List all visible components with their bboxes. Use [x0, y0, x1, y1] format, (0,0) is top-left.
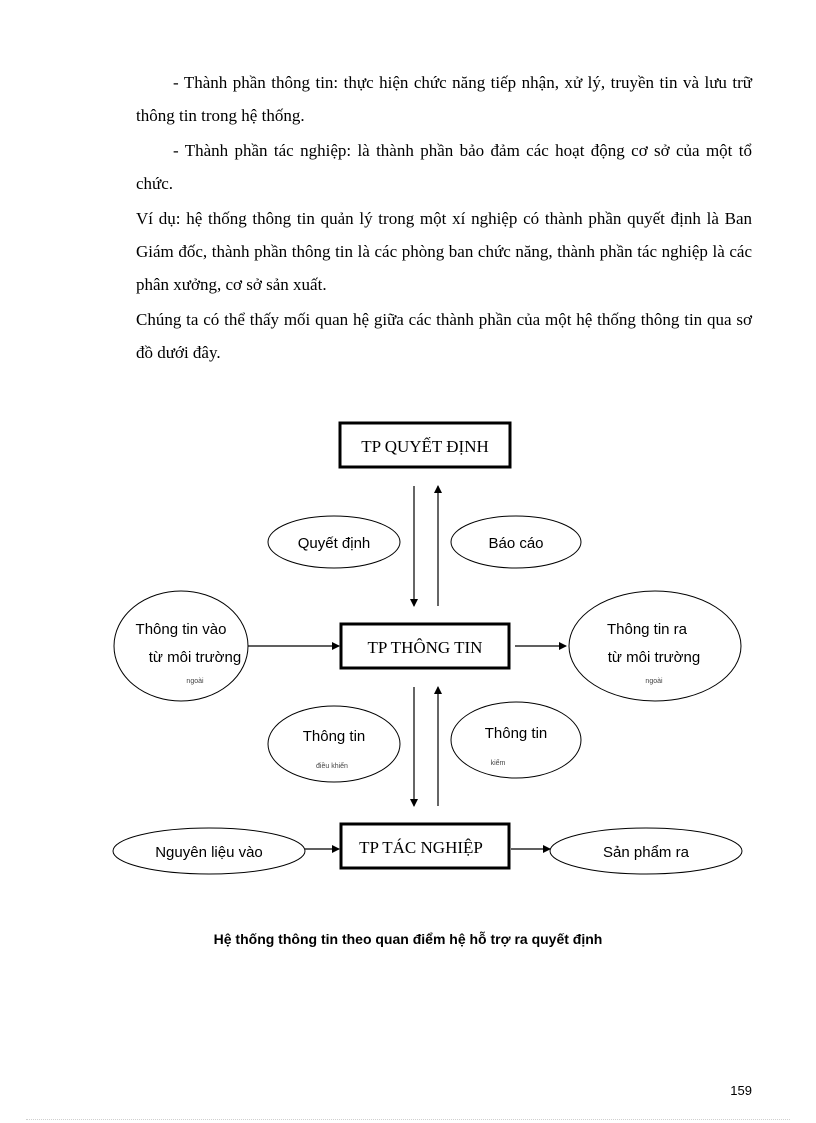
oval-raw-material-label: Nguyên liệu vào: [155, 844, 263, 861]
box-decision: [340, 423, 510, 467]
oval-env-in-line2: từ môi trường: [148, 649, 242, 666]
oval-info-up: [451, 702, 581, 778]
oval-info-down-cut: điều khiển: [316, 763, 348, 770]
footer-divider: [26, 1119, 790, 1120]
oval-product: [550, 828, 742, 874]
oval-report-flow-label: Báo cáo: [488, 535, 544, 552]
box-information-label: TP THÔNG TIN: [367, 638, 483, 657]
oval-env-in-line1: Thông tin vào: [135, 621, 227, 638]
oval-env-out-line2: từ môi trường: [607, 649, 701, 666]
box-decision-label: TP QUYẾT ĐỊNH: [361, 437, 489, 456]
page-number: 159: [730, 1083, 752, 1098]
paragraph-example: Ví dụ: hệ thống thông tin quản lý trong một xí nghiệp có thành phần quyết định là Ban Giám đốc, thành phần thông tin là các phòng ban chức năng, thành phần tác nghiệp là các phân xưởng, cơ sở sản xuất.: [136, 209, 752, 294]
paragraph-operation-component: - Thành phần tác nghiệp: là thành phần bảo đảm các hoạt động cơ sở của một tổ chức.: [136, 141, 752, 193]
oval-env-in-cut: ngoài: [186, 678, 204, 685]
oval-product-label: Sản phẩm ra: [603, 844, 689, 861]
oval-decision-flow: [268, 516, 400, 568]
box-operation-label: TP TÁC NGHIỆP: [359, 838, 483, 857]
box-information: [341, 624, 509, 668]
oval-info-up-cut: kiểm: [490, 760, 506, 767]
oval-info-down-line1: Thông tin: [302, 728, 366, 745]
oval-env-out: [569, 591, 741, 701]
oval-env-in: [114, 591, 248, 701]
oval-info-up-line1: Thông tin: [484, 725, 548, 742]
figure-caption: Hệ thống thông tin theo quan điểm hệ hỗ trợ ra quyết định: [213, 931, 603, 947]
oval-env-out-line1: Thông tin ra: [606, 621, 688, 638]
oval-info-down: [268, 706, 400, 782]
oval-env-out-cut: ngoài: [645, 678, 663, 685]
paragraph-information-component: - Thành phần thông tin: thực hiện chức năng tiếp nhận, xử lý, truyền tin và lưu trữ thông tin trong hệ thống.: [136, 73, 752, 125]
oval-raw-material: [113, 828, 305, 874]
oval-report-flow: [451, 516, 581, 568]
paragraph-diagram-intro: Chúng ta có thể thấy mối quan hệ giữa các thành phần của một hệ thống thông tin qua sơ đồ dưới đây.: [136, 310, 752, 362]
oval-decision-flow-label: Quyết định: [297, 535, 371, 552]
box-operation: [341, 824, 509, 868]
